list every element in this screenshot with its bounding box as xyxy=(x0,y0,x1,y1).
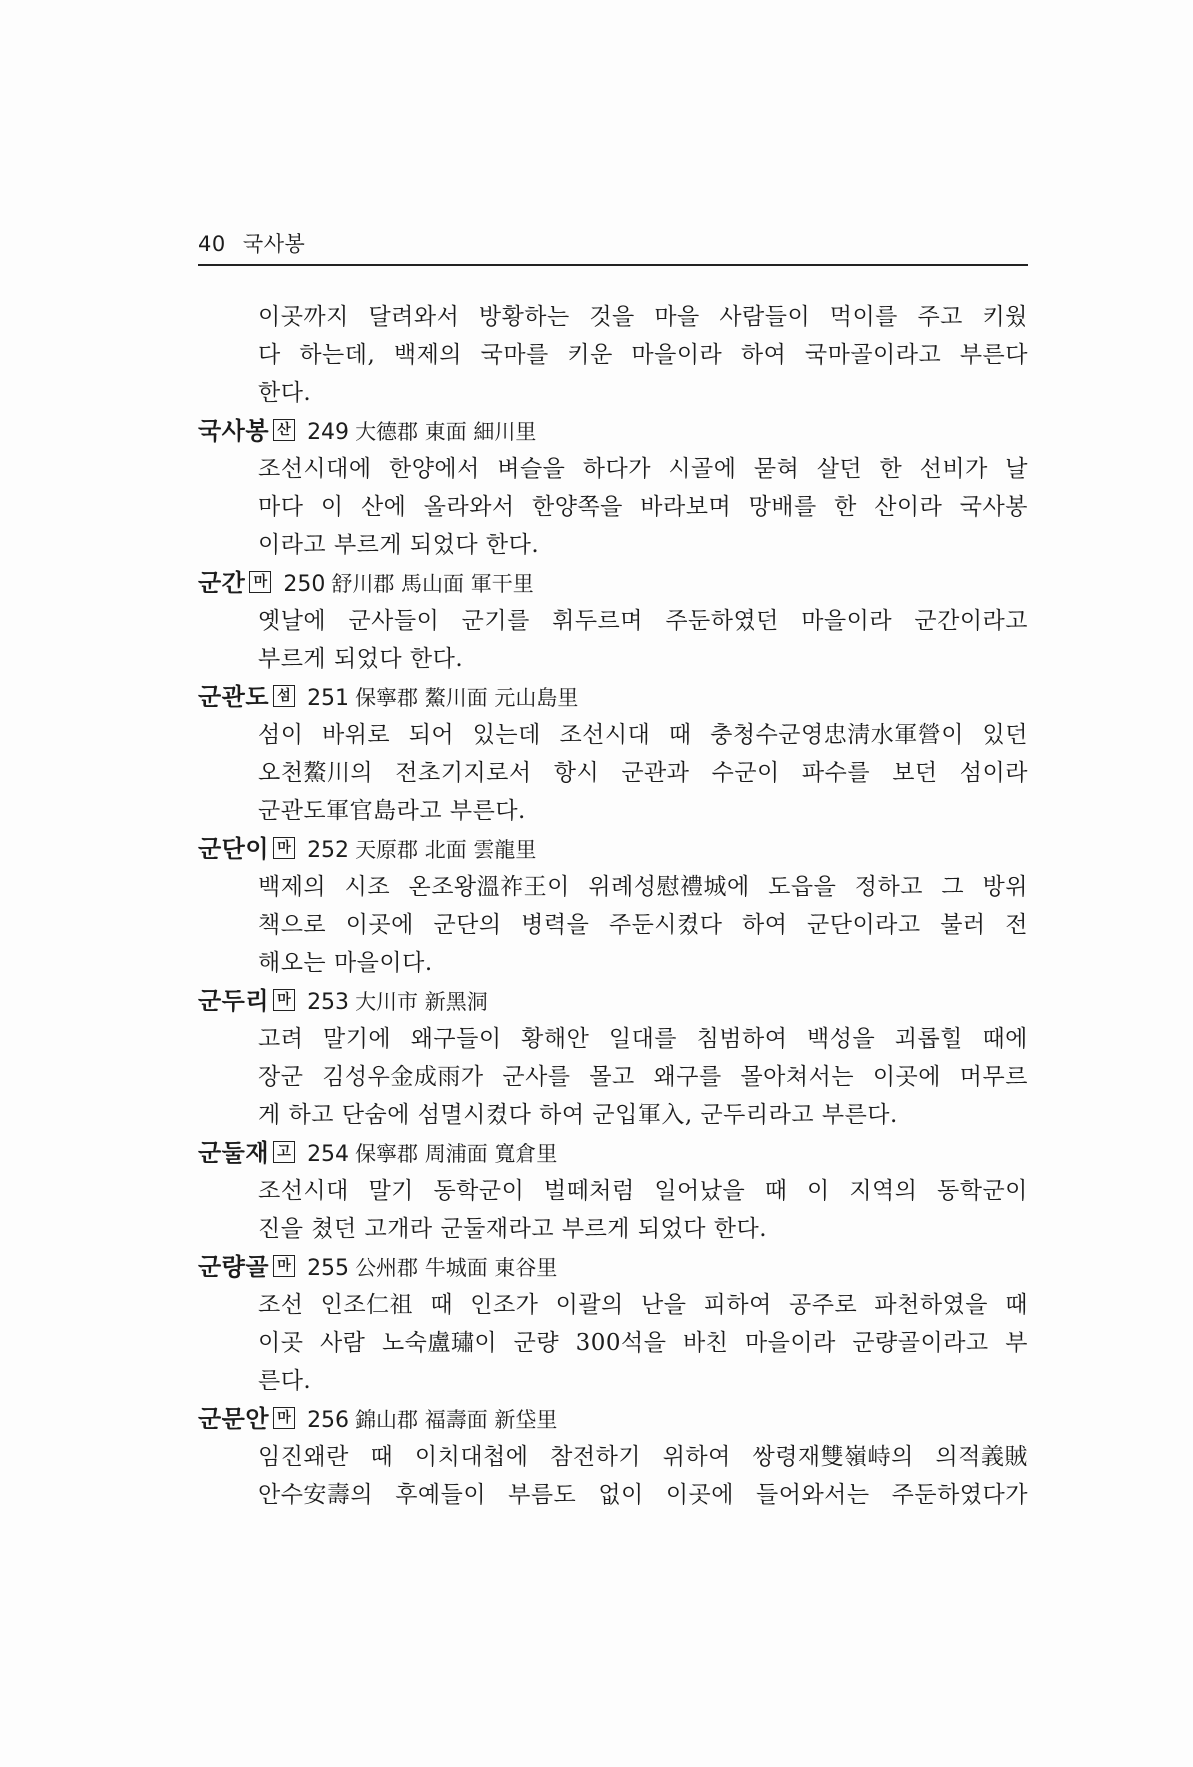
word: 말기 xyxy=(368,1178,414,1204)
word: 인조가 xyxy=(470,1292,539,1318)
word: 조선시대 xyxy=(559,722,651,748)
word: 왜구들이 xyxy=(410,1026,502,1052)
word: 섬이라 xyxy=(959,760,1028,786)
word: 위례성慰禮城에 xyxy=(588,874,750,900)
word: 이 xyxy=(807,1178,830,1204)
word: 하다가 xyxy=(582,456,651,482)
entry-title: 군관도 xyxy=(198,683,270,711)
word: 군관과 xyxy=(621,760,690,786)
entry-text-line xyxy=(198,1286,1028,1324)
word: 군단의 xyxy=(433,912,502,938)
word: 벼슬을 xyxy=(497,456,566,482)
word: 먹이를 xyxy=(829,304,898,330)
page-number: 40 xyxy=(198,232,226,256)
word: 군사를 xyxy=(502,1064,571,1090)
word: 옛날에 xyxy=(258,608,327,634)
word: 일대를 xyxy=(608,1026,678,1052)
word: 때 xyxy=(764,1178,788,1204)
word: 인조仁祖 xyxy=(320,1292,414,1318)
word: 없이 xyxy=(598,1482,644,1508)
word: 정하고 xyxy=(854,874,923,900)
place-type-badge: 마 xyxy=(273,837,295,859)
dictionary-content xyxy=(198,298,1028,1514)
word: 파수를 xyxy=(801,760,871,786)
entry-text-line: 해오는 마을이다. xyxy=(258,950,433,976)
entry-location: 大德郡 東面 細川里 xyxy=(355,420,537,444)
entry-text-line xyxy=(198,1324,1028,1362)
word: 수군이 xyxy=(711,760,780,786)
word: 있던 xyxy=(982,722,1028,748)
word: 불러 xyxy=(940,912,986,938)
running-title: 국사봉 xyxy=(242,232,306,256)
word: 묻혀 xyxy=(753,456,800,482)
word: 공주로 xyxy=(789,1292,858,1318)
word: 때 xyxy=(668,722,692,748)
entry-location: 公州郡 牛城面 東谷里 xyxy=(355,1256,558,1280)
word: 주고 xyxy=(917,304,963,330)
word: 위하여 xyxy=(662,1444,731,1470)
word: 보던 xyxy=(892,760,938,786)
word: 군단이라고 xyxy=(807,912,921,938)
word: 선비가 xyxy=(919,456,988,482)
word: 방황하는 xyxy=(478,304,570,330)
entry-title: 군두리 xyxy=(198,987,270,1015)
word: 국마골이라고 xyxy=(804,342,942,368)
entry-text-line xyxy=(198,868,1028,906)
word: 바위로 xyxy=(322,722,391,748)
entry-text-line xyxy=(198,1058,1028,1096)
word: 괴롭힐 xyxy=(894,1026,963,1052)
word: 쌍령재雙嶺峙의 xyxy=(752,1444,914,1470)
word: 임진왜란 xyxy=(258,1444,349,1470)
word: 한양에서 xyxy=(388,456,480,482)
word: 사람들이 xyxy=(719,304,811,330)
word: 때에 xyxy=(982,1026,1028,1052)
word: 주둔하였던 xyxy=(665,608,779,634)
entry-number: 252 xyxy=(307,838,350,863)
word: 달려와서 xyxy=(368,304,460,330)
entry-heading xyxy=(198,1248,1028,1286)
word: 산에 xyxy=(360,494,407,520)
word: 다 xyxy=(258,342,281,368)
word: 국사봉 xyxy=(959,494,1028,520)
entry-location: 錦山郡 福壽面 新垈里 xyxy=(355,1408,558,1432)
word: 몰아쳐서는 xyxy=(740,1064,855,1090)
entry-heading xyxy=(198,412,1028,450)
word: 김성우金成雨가 xyxy=(322,1064,484,1090)
entry-title: 군량골 xyxy=(198,1253,270,1281)
word: 때 xyxy=(1005,1292,1028,1318)
word: 조선 xyxy=(258,1292,304,1318)
entry-location: 舒川郡 馬山面 軍干里 xyxy=(331,572,534,596)
word: 살던 xyxy=(816,456,863,482)
word: 병력을 xyxy=(521,912,590,938)
word: 이곳에 xyxy=(665,1482,734,1508)
word: 도읍을 xyxy=(768,874,837,900)
word: 피하여 xyxy=(703,1292,772,1318)
entry-title: 국사봉 xyxy=(198,417,270,445)
word: 것을 xyxy=(589,304,635,330)
place-type-badge: 마 xyxy=(273,1255,295,1277)
word: 의적義賊 xyxy=(935,1444,1028,1470)
entry-number: 256 xyxy=(307,1408,350,1433)
entry-heading xyxy=(198,830,1028,868)
word: 백제의 xyxy=(258,874,327,900)
entry-text-line xyxy=(198,1438,1028,1476)
word: 조선시대에 xyxy=(258,456,372,482)
entry-title: 군간 xyxy=(198,569,246,597)
entry-text-line: 이라고 부르게 되었다 한다. xyxy=(258,532,540,558)
entry-text-line: 른다. xyxy=(258,1368,312,1394)
word: 되어 xyxy=(408,722,455,748)
word: 하여 xyxy=(742,912,788,938)
entry-heading xyxy=(198,678,1028,716)
word: 이곳에 xyxy=(872,1064,941,1090)
entry-heading xyxy=(198,1134,1028,1172)
word: 일어났을 xyxy=(654,1178,746,1204)
entry-text-line xyxy=(198,754,1028,792)
word: 참전하기 xyxy=(550,1444,642,1470)
word: 노숙盧璛이 xyxy=(381,1330,498,1356)
word: 동학군이 xyxy=(937,1178,1028,1204)
entry-location: 保寧郡 鰲川面 元山島里 xyxy=(355,686,579,710)
word: 올라와서 xyxy=(423,494,515,520)
entry-text-line xyxy=(198,488,1028,526)
place-type-badge: 마 xyxy=(273,1407,295,1429)
word: 장군 xyxy=(258,1064,304,1090)
word: 주둔시켰다 xyxy=(608,912,723,938)
header-rule xyxy=(198,264,1028,266)
word: 하여 xyxy=(740,342,787,368)
entry-number: 251 xyxy=(307,686,350,711)
place-type-badge: 산 xyxy=(273,419,295,441)
word: 파천하였을 xyxy=(874,1292,988,1318)
entry-number: 250 xyxy=(283,572,326,597)
word: 때 xyxy=(370,1444,394,1470)
entry-number: 249 xyxy=(307,420,350,445)
word: 마을이라 xyxy=(801,608,893,634)
word: 이괄의 xyxy=(555,1292,624,1318)
word: 한 xyxy=(879,456,903,482)
entry-heading xyxy=(198,1400,1028,1438)
word: 안수安壽의 xyxy=(258,1482,374,1508)
entry-title: 군둘재 xyxy=(198,1139,270,1167)
word: 황해안 xyxy=(521,1026,590,1052)
word: 부른다 xyxy=(959,342,1028,368)
entry-title: 군단이 xyxy=(198,835,270,863)
word: 조선시대 xyxy=(258,1178,349,1204)
word: 부 xyxy=(1005,1330,1028,1356)
word: 군사들이 xyxy=(348,608,440,634)
entry-heading xyxy=(198,982,1028,1020)
word: 충청수군영忠淸水軍營이 xyxy=(710,722,964,748)
word: 때 xyxy=(430,1292,454,1318)
entry-text-line xyxy=(198,602,1028,640)
word: 국마를 xyxy=(480,342,549,368)
word: 온조왕溫祚王이 xyxy=(408,874,570,900)
word: 침범하여 xyxy=(696,1026,788,1052)
word: 망배를 xyxy=(748,494,817,520)
word: 머무르 xyxy=(959,1064,1028,1090)
continuation-line xyxy=(198,298,1028,336)
word: 이 xyxy=(320,494,344,520)
word: 바라보며 xyxy=(640,494,732,520)
word: 섬이 xyxy=(258,722,304,748)
word: 전 xyxy=(1005,912,1028,938)
running-head xyxy=(198,228,305,258)
place-type-badge: 고 xyxy=(273,1141,295,1163)
entry-number: 254 xyxy=(307,1142,350,1167)
word: 그 xyxy=(941,874,965,900)
word: 지역의 xyxy=(849,1178,918,1204)
entry-text-line xyxy=(198,906,1028,944)
word: 하는데, xyxy=(299,342,376,368)
word: 한 xyxy=(834,494,857,520)
word: 전초기지로서 xyxy=(395,760,532,786)
entry-text-line xyxy=(198,1476,1028,1514)
word: 벌떼처럼 xyxy=(543,1178,635,1204)
entry-text-line: 게 하고 단숨에 섬멸시켰다 하여 군입軍入, 군두리라고 부른다. xyxy=(258,1102,898,1128)
continuation-line xyxy=(198,336,1028,374)
entry-number: 255 xyxy=(307,1256,350,1281)
word: 들어와서는 xyxy=(756,1482,870,1508)
word: 마다 xyxy=(258,494,304,520)
word: 군량 xyxy=(513,1330,560,1356)
word: 부름도 xyxy=(508,1482,577,1508)
word: 시조 xyxy=(344,874,391,900)
word: 한양쪽을 xyxy=(532,494,623,520)
word: 바친 xyxy=(682,1330,729,1356)
entry-heading xyxy=(198,564,1028,602)
word: 시골에 xyxy=(668,456,737,482)
word: 고려 xyxy=(258,1026,304,1052)
place-type-badge: 섬 xyxy=(273,685,295,707)
place-type-badge: 마 xyxy=(273,989,295,1011)
continuation-line: 한다. xyxy=(258,380,312,406)
word: 군간이라고 xyxy=(914,608,1028,634)
word: 날 xyxy=(1005,456,1028,482)
word: 왜구를 xyxy=(653,1064,722,1090)
entry-location: 天原郡 北面 雲龍里 xyxy=(355,838,537,862)
entry-text-line xyxy=(198,1020,1028,1058)
word: 키웠 xyxy=(982,304,1028,330)
word: 백제의 xyxy=(393,342,463,368)
word: 마을 xyxy=(654,304,700,330)
word: 후예들이 xyxy=(395,1482,487,1508)
word: 산이라 xyxy=(874,494,943,520)
word: 몰고 xyxy=(589,1064,635,1090)
entry-text-line xyxy=(198,716,1028,754)
word: 마을이라 xyxy=(744,1330,836,1356)
entry-text-line xyxy=(198,450,1028,488)
entry-text-line: 군관도軍官島라고 부른다. xyxy=(258,798,526,824)
word: 책으로 xyxy=(258,912,327,938)
entry-location: 大川市 新黑洞 xyxy=(355,990,488,1014)
entry-text-line: 부르게 되었다 한다. xyxy=(258,646,464,672)
entry-text-line: 진을 쳤던 고개라 군둘재라고 부르게 되었다 한다. xyxy=(258,1216,768,1242)
word: 군기를 xyxy=(461,608,530,634)
word: 300석을 xyxy=(575,1330,667,1356)
word: 이곳까지 xyxy=(258,304,349,330)
word: 방위 xyxy=(982,874,1028,900)
word: 휘두르며 xyxy=(552,608,643,634)
entry-location: 保寧郡 周浦面 寬倉里 xyxy=(355,1142,558,1166)
word: 백성을 xyxy=(807,1026,876,1052)
word: 이곳 xyxy=(258,1330,304,1356)
word: 주둔하였다가 xyxy=(891,1482,1028,1508)
word: 난을 xyxy=(641,1292,687,1318)
word: 키운 xyxy=(567,342,613,368)
word: 오천鰲川의 xyxy=(258,760,374,786)
word: 항시 xyxy=(553,760,600,786)
entry-title: 군문안 xyxy=(198,1405,270,1433)
word: 동학군이 xyxy=(433,1178,525,1204)
entry-text-line xyxy=(198,1172,1028,1210)
word: 군량골이라고 xyxy=(852,1330,989,1356)
word: 말기에 xyxy=(323,1026,392,1052)
place-type-badge: 마 xyxy=(249,571,271,593)
word: 이치대첩에 xyxy=(414,1444,529,1470)
entry-number: 253 xyxy=(307,990,350,1015)
word: 있는데 xyxy=(472,722,541,748)
word: 이곳에 xyxy=(345,912,414,938)
word: 마을이라 xyxy=(631,342,723,368)
word: 사람 xyxy=(319,1330,366,1356)
